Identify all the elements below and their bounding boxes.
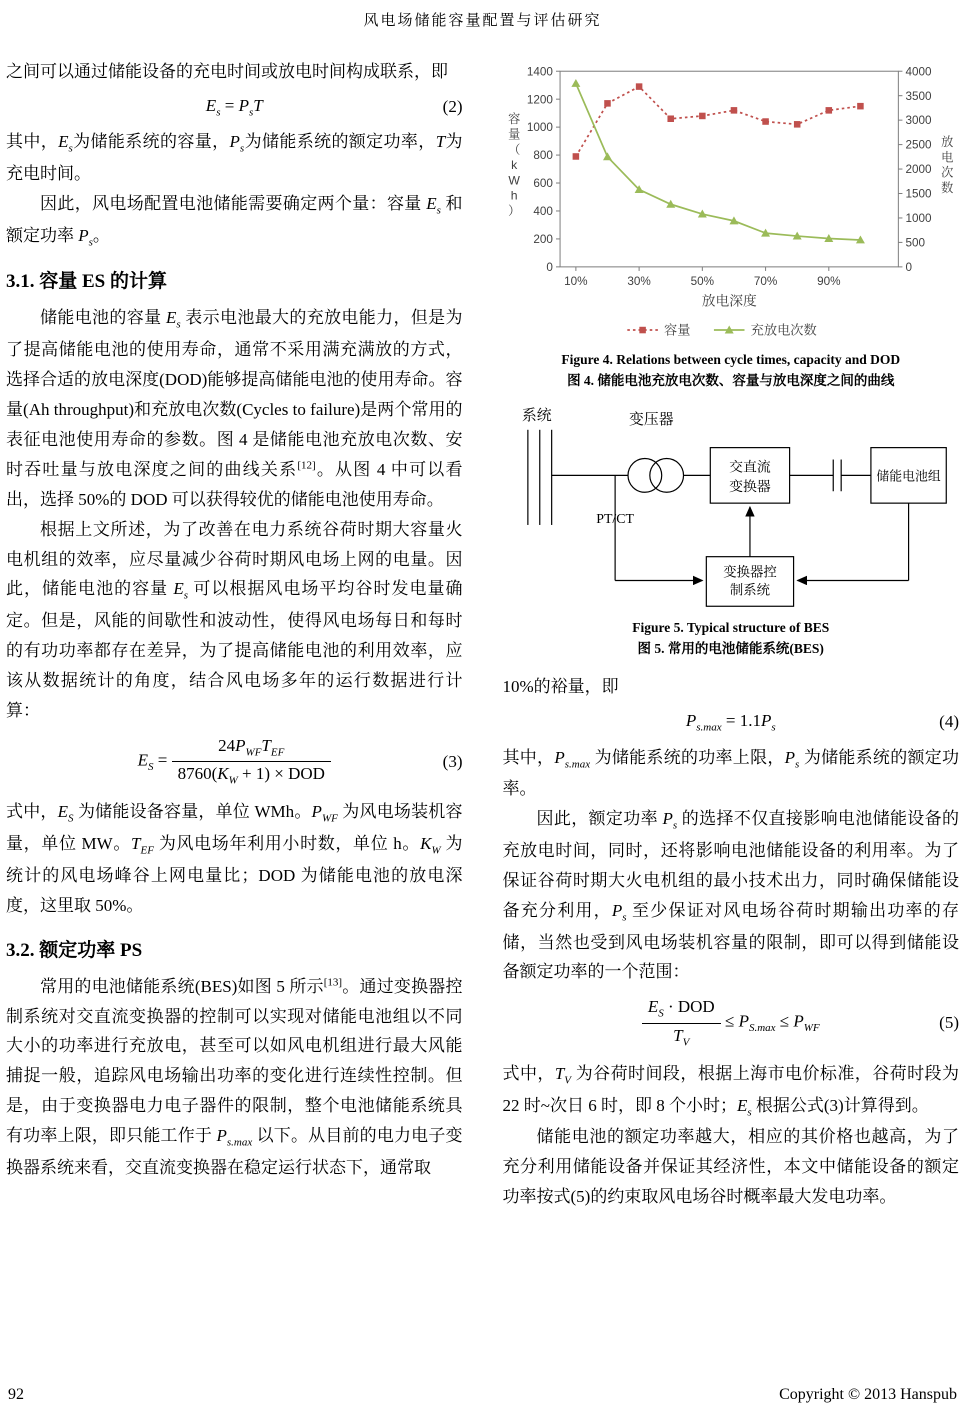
left-column xyxy=(6,57,463,1212)
svg-text:400: 400 xyxy=(532,205,553,219)
page-number: 92 xyxy=(8,1386,24,1403)
svg-text:10%: 10% xyxy=(563,275,588,289)
transformer-label: 变压器 xyxy=(628,412,674,429)
svg-text:容量: 容量 xyxy=(663,322,690,338)
paragraph-eq3-explanation: 式中，$E_S$ 为储能设备容量，单位 WMh。$P_{WF}$ 为风电场装机容量，单位 MW。$T_{EF}$ 为风电场年利用小时数，单位 h。$K_W$ 为统计的风电场峰谷上网电量比；DOD 为储能电池的放电深度，这里取 50%。 xyxy=(6,802,463,915)
svg-text:1000: 1000 xyxy=(526,121,553,135)
svg-text:放电深度: 放电深度 xyxy=(701,293,757,309)
equation-4 xyxy=(503,711,960,733)
equation-3 xyxy=(6,735,463,788)
equation-4-number: (4) xyxy=(939,712,959,732)
figure-4 xyxy=(503,59,960,392)
svg-text:90%: 90% xyxy=(816,275,841,289)
svg-text:1400: 1400 xyxy=(526,65,553,79)
svg-text:1500: 1500 xyxy=(904,187,932,201)
right-column xyxy=(503,57,960,1212)
svg-text:30%: 30% xyxy=(626,275,651,289)
running-head-title: 风电场储能容量配置与评估研究 xyxy=(363,13,602,29)
svg-text:数: 数 xyxy=(940,180,953,195)
control-label-line2: 制系统 xyxy=(729,582,770,598)
svg-text:次: 次 xyxy=(940,165,953,180)
paragraph-eq4-explanation: 其中，$P_{s.max}$ 为储能系统的功率上限，$P_s$ 为储能系统的额定功率。 xyxy=(502,747,960,799)
svg-text:1000: 1000 xyxy=(904,212,932,226)
svg-text:放: 放 xyxy=(940,135,953,150)
figure4-caption-zh: 图 4. 储能电池充放电次数、容量与放电深度之间的曲线 xyxy=(567,373,895,389)
equation-2-number: (2) xyxy=(442,97,463,117)
paragraph-margin-statement: 10%的裕量，即 xyxy=(502,677,619,697)
figure5-diagram xyxy=(512,404,950,616)
capacitor-symbol xyxy=(833,460,841,492)
equation-4-body: $P_{s.max} = 1.1P_s$ xyxy=(685,711,776,734)
figure-5 xyxy=(503,404,960,660)
svg-text:600: 600 xyxy=(532,177,553,191)
svg-text:70%: 70% xyxy=(753,275,777,289)
equation-5 xyxy=(503,996,960,1049)
section-heading-3-2: 3.2. 额定功率 PS xyxy=(6,939,143,961)
equation-3-body: $E_S$ = $\frac{24P_{WF}T_{EF}}{8760(K_W + 1) \times DOD}$ xyxy=(50,735,419,788)
section-heading-3-1: 3.1. 容量 ES 的计算 xyxy=(6,271,167,293)
svg-text:800: 800 xyxy=(532,149,553,163)
svg-text:电: 电 xyxy=(940,150,953,165)
paragraph-dod-discussion: 储能电池的容量 $E_s$ 表示电池最大的充放电能力，但是为了提高储能电池的使用寿命，通常不采用满充满放的方式，选择合适的放电深度(DOD)能够提高储能电池的使用寿命。容量(Ah throughput)和充放电次数(Cycles to failure)是两个常用的表征电池使用寿命的参数。图 4 是储能电池充放电次数、安时吞吐量与放电深度之间的曲线关系[12]。从图 4 中可以看出，选择 50%的 DOD 可以获得较优的储能电池使用寿命。 xyxy=(6,308,463,509)
svg-text:0: 0 xyxy=(545,260,553,274)
figure5-caption-en: Figure 5. Typical structure of BES xyxy=(632,620,830,636)
equation-2 xyxy=(6,96,463,118)
equation-5-number: (5) xyxy=(939,1013,959,1033)
page-footer xyxy=(0,1386,965,1404)
control-label-line1: 变换器控 xyxy=(722,564,777,580)
svg-text:）: ） xyxy=(507,203,520,218)
paragraph-economy-statement: 储能电池的额定功率越大，相应的其价格也越高，为了充分利用储能设备并保证其经济性，本文中储能设备的额定功率按式(5)的约束取风电场谷时概率最大发电功率。 xyxy=(502,1127,959,1207)
ptct-label: PT/CT xyxy=(595,512,634,528)
battery-label: 储能电池组 xyxy=(876,469,941,484)
paragraph-continuation: 之间可以通过储能设备的充电时间或放电时间构成联系，即 xyxy=(6,62,448,81)
converter-label-line1: 交直流 xyxy=(728,460,771,476)
paragraph-two-quantities: 因此，风电场配置电池储能需要确定两个量：容量 $E_s$ 和额定功率 $P_s$。 xyxy=(6,193,463,249)
copyright-text: Copyright © 2013 Hanspub xyxy=(779,1386,957,1403)
svg-text:4000: 4000 xyxy=(904,65,932,79)
svg-text:3000: 3000 xyxy=(904,114,932,128)
converter-label-line2: 变换器 xyxy=(728,480,771,496)
svg-text:3500: 3500 xyxy=(904,89,932,103)
svg-text:k: k xyxy=(510,158,517,173)
paragraph-bes-description: 常用的电池储能系统(BES)如图 5 所示[13]。通过变换器控制系统对交直流变换器的控制可以实现对储能电池组以不同大小的功率进行充放电，甚至可以如风电机组进行最大风能捕捉一般，追踪风电场输出功率的变化进行连续性控制。但是，由于变换器电力电子器件的限制，整个电池储能系统具有功率上限，即只能工作于 $P_{s.max}$ 以下。从目前的电力电子变换器系统来看，交直流变换器在稳定运行状态下，通常取 xyxy=(6,975,463,1177)
svg-text:充放电次数: 充放电次数 xyxy=(750,322,817,338)
svg-text:2000: 2000 xyxy=(904,163,932,177)
svg-text:（: （ xyxy=(507,142,520,157)
svg-text:量: 量 xyxy=(507,127,520,142)
svg-text:容: 容 xyxy=(507,112,520,127)
svg-text:1200: 1200 xyxy=(526,93,553,107)
svg-text:50%: 50% xyxy=(690,275,714,289)
equation-5-body: $\frac{E_S \cdot DOD}{T_V}$ ≤ $P_{S.max} \le P_{WF}$ xyxy=(547,996,916,1049)
three-phase-bus-lines xyxy=(527,430,551,525)
paragraph-eq2-explanation: 其中，$E_s$为储能系统的容量，$P_s$为储能系统的额定功率，T为充电时间。 xyxy=(6,132,463,184)
paragraph-eq5-explanation: 式中，$T_V$ 为谷荷时间段，根据上海市电价标准，谷荷时段为 22 时~次日 6 时，即 8 个小时；$E_s$ 根据公式(3)计算得到。 xyxy=(502,1063,960,1118)
svg-text:h: h xyxy=(510,188,518,203)
svg-text:200: 200 xyxy=(532,232,553,246)
system-label: 系统 xyxy=(521,408,552,425)
svg-text:500: 500 xyxy=(904,236,925,250)
two-column-body xyxy=(0,30,965,1212)
svg-text:0: 0 xyxy=(904,260,912,274)
figure5-caption-zh: 图 5. 常用的电池储能系统(BES) xyxy=(637,641,824,657)
figure4-caption-en: Figure 4. Relations between cycle times, capacity and DOD xyxy=(561,352,901,368)
svg-text:W: W xyxy=(507,173,520,188)
transformer-symbol xyxy=(628,459,684,493)
svg-text:2500: 2500 xyxy=(904,138,932,152)
paragraph-capacity-calc: 根据上文所述，为了改善在电力系统谷荷时期大容量火电机组的效率，应尽量减少谷荷时期风电场上网的电量。因此，储能电池的容量 $E_s$ 可以根据风电场平均谷时发电量确定。但是，风能的间歇性和波动性，使得风电场每日和每时的有功功率都存在差异，为了提高储能电池的利用效率，应该从数据统计的角度，结合风电场多年的运行数据进行计算： xyxy=(6,519,463,720)
paragraph-rated-power-range: 因此，额定功率 $P_s$ 的选择不仅直接影响电池储能设备的充放电时间，同时，还将影响电池储能设备的利用率。为了保证谷荷时期大火电机组的最小技术出力，同时确保储能设备充分利用，$P_s$ 至少保证对风电场谷荷时期输出功率的存储，当然也受到风电场装机容量的限制，即可以得到储能设备额定功率的一个范围： xyxy=(502,809,960,982)
figure4-chart xyxy=(503,59,960,350)
equation-2-body: $E_s = P_sT$ xyxy=(205,95,263,119)
equation-3-number: (3) xyxy=(442,751,463,771)
